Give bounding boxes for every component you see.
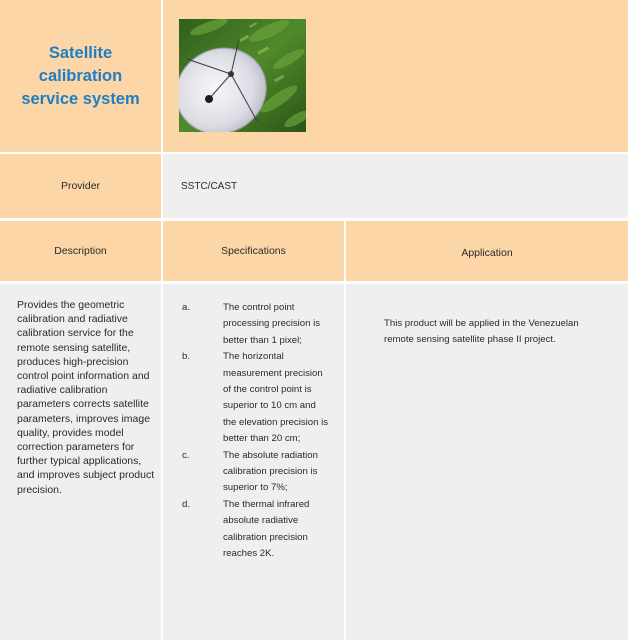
spec-text: The absolute radiation calibration precision is superior to 7%;: [223, 449, 318, 494]
page-title: Satellite calibration service system: [21, 43, 140, 108]
spec-mark: c.: [182, 449, 190, 461]
satellite-dish-photo: [179, 19, 306, 132]
spec-item: [163, 448, 344, 497]
title-cell: [0, 0, 161, 152]
application-header: Application: [346, 221, 628, 281]
description-text: Provides the geometric calibration and radiative calibration service for the remote sensing satellite, produces high-precision control point information and radiative calibration parameters corrects satellite parameters, improves image quality, provides model correction parameters for further typical applications, and improves subject product precision.: [0, 284, 161, 640]
spec-mark: d.: [182, 498, 191, 510]
specifications-header: Specifications: [163, 221, 344, 281]
spec-text: The thermal infrared absolute radiative calibration precision reaches 2K.: [223, 498, 310, 560]
application-text: This product will be applied in the Venezuelan remote sensing satellite phase II project.: [346, 284, 628, 640]
spec-mark: a.: [182, 302, 191, 313]
spec-item: [163, 497, 344, 563]
spec-mark: b.: [182, 351, 191, 363]
provider-value: SSTC/CAST: [163, 154, 628, 218]
spec-text: The control point processing precision is better than 1 pixel;: [223, 302, 321, 346]
spec-item: [163, 349, 344, 447]
provider-label: Provider: [0, 154, 161, 218]
spec-text: The horizontal measurement precision of the control point is superior to 10 cm and the elevation precision is better than 20 cm;: [223, 351, 329, 445]
image-cell: [163, 0, 628, 152]
spec-item: [163, 300, 344, 349]
description-header: Description: [0, 221, 161, 281]
specifications-list: [163, 284, 344, 640]
satellite-dish-icon: [179, 19, 306, 132]
